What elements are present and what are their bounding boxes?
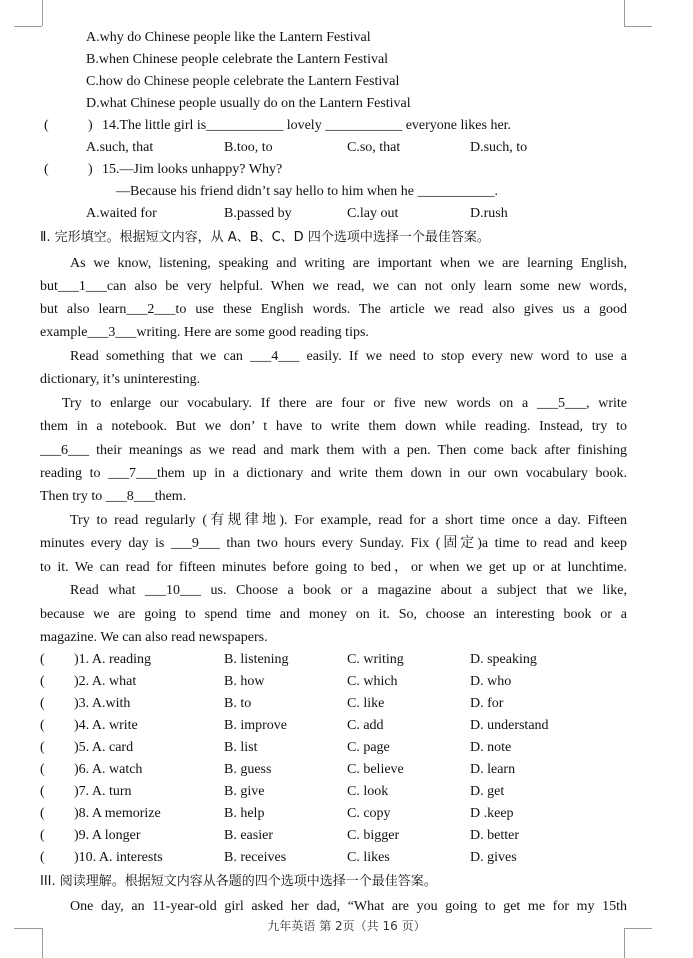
option-c: C. bigger — [347, 828, 400, 843]
answer-paren-open[interactable]: ( — [40, 828, 45, 843]
option-c: C.lay out — [347, 206, 399, 221]
section-title: III. 阅读理解。根据短文内容从各题的四个选项中选择一个最佳答案。 — [40, 874, 437, 889]
option-a: )6. A. watch — [74, 762, 143, 777]
option-b: B. guess — [224, 762, 272, 777]
passage-line: dictionary, it’s uninteresting. — [40, 372, 201, 387]
option-d: D. get — [470, 784, 505, 799]
crop-mark-top-left-h — [14, 26, 42, 27]
crop-mark-top-left — [42, 0, 43, 26]
option-a: )8. A memorize — [74, 806, 161, 821]
option-b: B. listening — [224, 652, 289, 667]
option-b: B. receives — [224, 850, 287, 865]
option-d: D. who — [470, 674, 512, 689]
option-d: D. learn — [470, 762, 516, 777]
option-b: B. how — [224, 674, 265, 689]
answer-paren-close: ) — [88, 162, 93, 177]
section-title: Ⅱ. 完形填空。根据短文内容，从 A、B、C、D 四个选项中选择一个最佳答案。 — [40, 230, 490, 245]
passage-line: magazine. We can also read newspapers. — [40, 630, 268, 645]
option-b: B. help — [224, 806, 265, 821]
answer-paren-open[interactable]: ( — [40, 806, 45, 821]
option-a: A.waited for — [86, 206, 157, 221]
option-b: B. to — [224, 696, 252, 711]
answer-paren-open[interactable]: ( — [40, 718, 45, 733]
option-d: D. for — [470, 696, 504, 711]
passage-line: As we know, listening, speaking and writing are important when we are learning English, — [70, 256, 627, 271]
answer-paren-open[interactable]: ( — [44, 162, 49, 177]
option-a: )4. A. write — [74, 718, 138, 733]
option-a: )2. A. what — [74, 674, 137, 689]
answer-paren-close: ) — [88, 118, 93, 133]
answer-paren-open[interactable]: ( — [40, 762, 45, 777]
passage-line: but___1___can also be very helpful. When we read, we can not only learn some new words, — [40, 279, 627, 294]
answer-paren-open[interactable]: ( — [40, 740, 45, 755]
option-d: D.such, to — [470, 140, 528, 155]
page-footer: 九年英语 第 2页（共 16 页） — [267, 919, 426, 933]
option-b: B.too, to — [224, 140, 273, 155]
answer-paren-open[interactable]: ( — [40, 696, 45, 711]
option-c: C.so, that — [347, 140, 401, 155]
option-c: C. copy — [347, 806, 391, 821]
option-c: C. likes — [347, 850, 390, 865]
passage-line: because we are going to spend time and money on it. So, choose an interesting book or a — [40, 607, 627, 622]
option-d: D. better — [470, 828, 519, 843]
passage-line: Try to read regularly (有规律地). For example, read for a short time once a day. Fifteen — [70, 513, 627, 528]
option-c: C. which — [347, 674, 398, 689]
option-c: C. writing — [347, 652, 404, 667]
option-c: C. page — [347, 740, 390, 755]
option-d: D. note — [470, 740, 512, 755]
option-b: B. list — [224, 740, 258, 755]
option-d: D. understand — [470, 718, 549, 733]
question-stem: 14.The little girl is___________ lovely ___________ everyone likes her. — [102, 118, 512, 133]
option-a: )9. A longer — [74, 828, 141, 843]
option-line: D.what Chinese people usually do on the Lantern Festival — [86, 96, 411, 111]
passage-line: to it. We can read for fifteen minutes before going to bed，or when we get up or at lunchtime. — [40, 560, 627, 575]
option-line: A.why do Chinese people like the Lantern Festival — [86, 30, 371, 45]
answer-paren-open[interactable]: ( — [40, 674, 45, 689]
option-a: )10. A. interests — [74, 850, 163, 865]
answer-paren-open[interactable]: ( — [40, 784, 45, 799]
passage-line: Then try to ___8___them. — [40, 489, 187, 504]
option-d: D.rush — [470, 206, 508, 221]
option-b: B. improve — [224, 718, 287, 733]
passage-line: Try to enlarge our vocabulary. If there are four or five new words on a ___5___, write — [62, 396, 627, 411]
passage-line: but also learn___2___to use these English words. The article we read also gives us a good — [40, 302, 627, 317]
passage-line: reading to ___7___them up in a dictionary and write them down in our own vocabulary book. — [40, 466, 627, 481]
passage-line: minutes every day is ___9___ than two hours every Sunday. Fix (固定)a time to read and keep — [40, 536, 627, 551]
option-line: B.when Chinese people celebrate the Lantern Festival — [86, 52, 389, 67]
question-stem: 15.—Jim looks unhappy? Why? — [102, 162, 283, 177]
option-a: )1. A. reading — [74, 652, 151, 667]
passage-line: Read what ___10___ us. Choose a book or a magazine about a subject that we like, — [70, 583, 627, 598]
option-c: C. like — [347, 696, 385, 711]
option-d: D. gives — [470, 850, 517, 865]
option-c: C. add — [347, 718, 384, 733]
option-d: D .keep — [470, 806, 514, 821]
crop-mark-top-right-h — [624, 26, 652, 27]
option-a: )3. A.with — [74, 696, 131, 711]
passage-line: One day, an 11-year-old girl asked her dad, “What are you going to get me for my 15th — [70, 899, 627, 914]
option-b: B.passed by — [224, 206, 292, 221]
option-a: A.such, that — [86, 140, 154, 155]
passage-line: example___3___writing. Here are some good reading tips. — [40, 325, 369, 340]
crop-mark-top-right — [624, 0, 625, 26]
option-b: B. give — [224, 784, 265, 799]
option-c: C. believe — [347, 762, 404, 777]
option-a: )5. A. card — [74, 740, 134, 755]
option-line: C.how do Chinese people celebrate the Lantern Festival — [86, 74, 400, 89]
option-b: B. easier — [224, 828, 273, 843]
answer-paren-open[interactable]: ( — [40, 652, 45, 667]
option-a: )7. A. turn — [74, 784, 132, 799]
answer-paren-open[interactable]: ( — [40, 850, 45, 865]
answer-paren-open[interactable]: ( — [44, 118, 49, 133]
question-stem-reply: —Because his friend didn’t say hello to him when he ___________. — [116, 184, 498, 199]
passage-line: ___6___ their meanings as we read and mark them with a pen. Then come back after finishing — [40, 443, 627, 458]
option-d: D. speaking — [470, 652, 537, 667]
option-c: C. look — [347, 784, 389, 799]
passage-line: Read something that we can ___4___ easily. If we need to stop every new word to use a — [70, 349, 627, 364]
passage-line: them in a notebook. But we don’ t have to write them down while reading. Instead, try to — [40, 419, 627, 434]
